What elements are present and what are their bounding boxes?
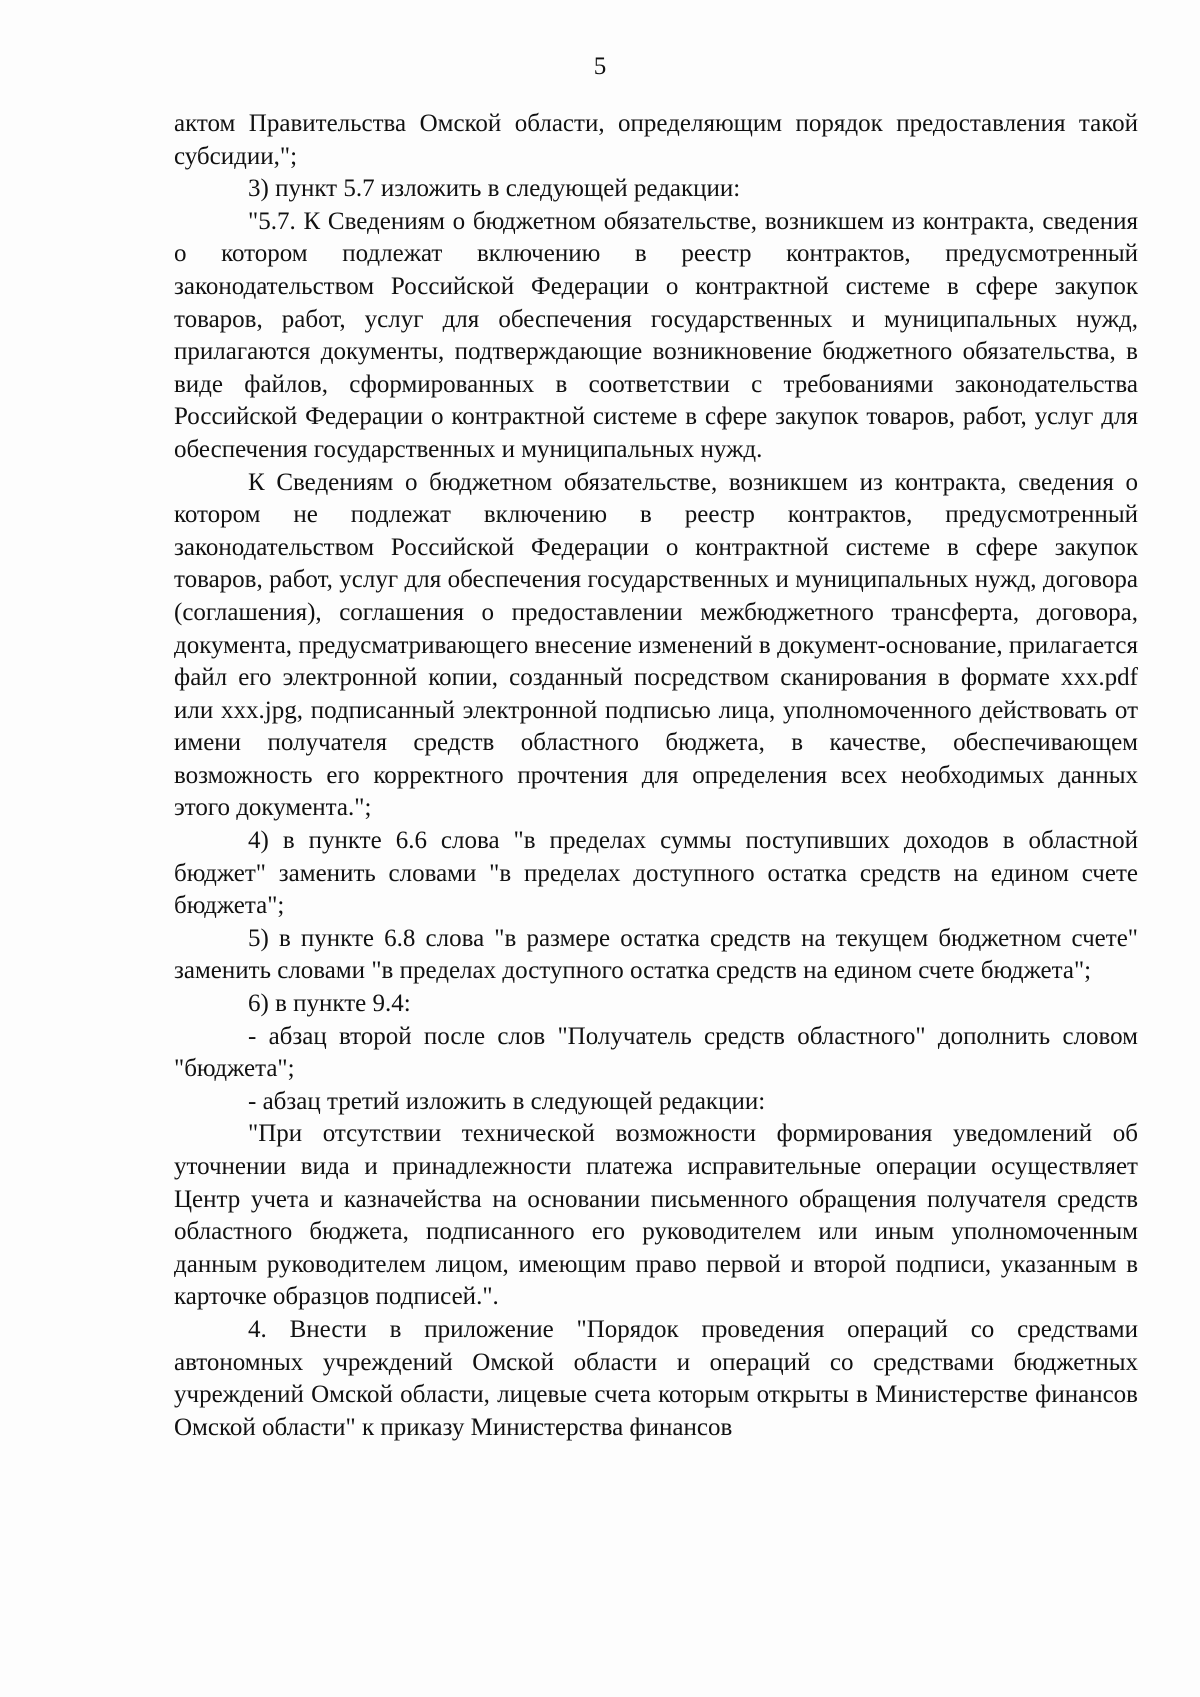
document-body [174, 108, 1138, 1444]
page-number: 5 [593, 53, 607, 80]
paragraph-5-7-second: К Сведениям о бюджетном обязательстве, возникшем из контракта, сведения о котором не подлежат включению в реестр контрактов, предусмотренный законодательством Российской Федерации о контрактной системе в сфере закупок товаров, работ, услуг для обеспечения государственных и муниципальных нужд, договора (соглашения), соглашения о предоставлении межбюджетного трансферта, договора, документа, предусматривающего внесение изменений в документ-основание, прилагается файл его электронной копии, созданный посредством сканирования в формате xxx.pdf или xxx.jpg, подписанный электронной подписью лица, уполномоченного действовать от имени получателя средств областного бюджета, в качестве, обеспечивающем возможность его корректного прочтения для определения всех необходимых данных этого документа."; [174, 468, 1138, 822]
paragraph-item-6-b: - абзац третий изложить в следующей редакции: [248, 1087, 766, 1115]
paragraph-item-6-a: - абзац второй после слов "Получатель средств областного" дополнить словом "бюджета"; [174, 1022, 1138, 1083]
paragraph-item-3: 3) пункт 5.7 изложить в следующей редакции: [248, 175, 741, 203]
paragraph-continuation: актом Правительства Омской области, определяющим порядок предоставления такой субсидии,"; [174, 110, 1138, 170]
paragraph-item-4: 4) в пункте 6.6 слова "в пределах суммы поступивших доходов в областной бюджет" заменить словами "в пределах доступного остатка средств на едином счете бюджета"; [174, 827, 1138, 920]
paragraph-item-6: 6) в пункте 9.4: [248, 990, 411, 1018]
paragraph-item-5: 5) в пункте 6.8 слова "в размере остатка средств на текущем бюджетном счете" заменить словами "в пределах доступного остатка средств на едином счете бюджета"; [174, 924, 1138, 985]
paragraph-item-6-quote: "При отсутствии технической возможности формирования уведомлений об уточнении вида и принадлежности платежа исправительные операции осуществляет Центр учета и казначейства на основании письменного обращения получателя средств областного бюджета, подписанного его руководителем или иным уполномоченным данным руководителем лицом, имеющим право первой и второй подписи, указанным в карточке образцов подписей.". [174, 1120, 1138, 1311]
paragraph-point-4: 4. Внести в приложение "Порядок проведения операций со средствами автономных учреждений Омской области и операций со средствами бюджетных учреждений Омской области, лицевые счета которым открыты в Министерстве финансов Омской области" к приказу Министерства финансов [174, 1315, 1138, 1441]
paragraph-5-7-first: "5.7. К Сведениям о бюджетном обязательстве, возникшем из контракта, сведения о котором подлежат включению в реестр контрактов, предусмотренный законодательством Российской Федерации о контрактной системе в сфере закупок товаров, работ, услуг для обеспечения государственных и муниципальных нужд, прилагаются документы, подтверждающие возникновение бюджетного обязательства, в виде файлов, сформированных в соответствии с требованиями законодательства Российской Федерации о контрактной системе в сфере закупок товаров, работ, услуг для обеспечения государственных и муниципальных нужд. [174, 207, 1138, 463]
